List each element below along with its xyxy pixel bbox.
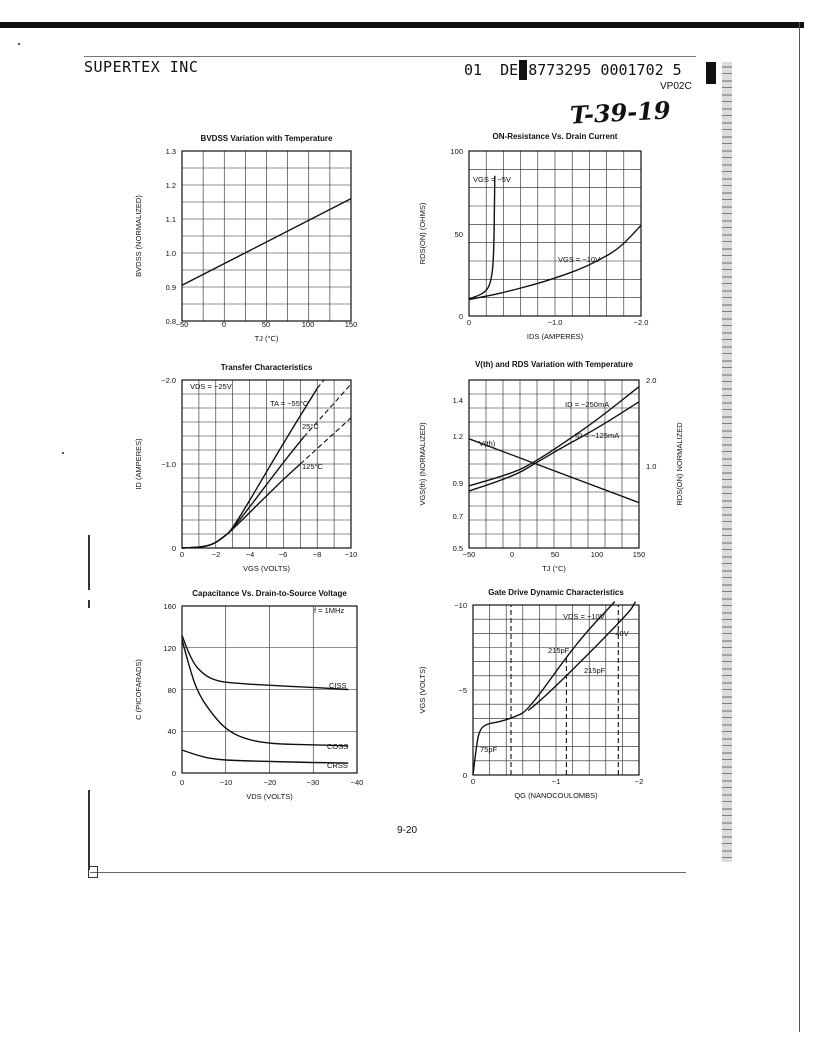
x-tick-label: −4 <box>245 550 255 559</box>
y-axis-label: BVDSS (NORMALIZED) <box>134 195 143 277</box>
chart-title: V(th) and RDS Variation with Temperature <box>474 360 634 369</box>
annotation-label: f = 1MHz <box>314 606 345 615</box>
x-axis-label: VGS (VOLTS) <box>243 564 290 573</box>
x-tick-label: −30 <box>306 778 320 787</box>
x-tick-label: 50 <box>261 320 271 329</box>
y-axis-label: VGS (VOLTS) <box>418 666 427 714</box>
x-tick-label: 0 <box>179 778 185 787</box>
x-tick-label: 150 <box>632 550 646 559</box>
y-tick-label: 120 <box>163 644 176 653</box>
x-axis-label: VDS (VOLTS) <box>246 792 293 801</box>
y-tick-label: 0 <box>458 312 463 321</box>
y-tick-label: 0 <box>171 544 176 553</box>
handwritten-note: T-39-19 <box>569 95 672 130</box>
x-tick-label: −50 <box>175 320 189 329</box>
annotation-label: 215pF <box>584 666 606 675</box>
chart-1 <box>134 134 357 343</box>
annotation-label: VDS = −25V <box>190 382 232 391</box>
x-tick-label: −2.0 <box>633 318 649 327</box>
y-tick-label: 1.2 <box>452 432 463 441</box>
annotation-label: VGS = −5V <box>473 175 511 184</box>
annotation-label: CRSS <box>327 761 348 770</box>
annotation-label: CISS <box>329 681 347 690</box>
y-tick-label: 160 <box>163 602 176 611</box>
y-tick-label: 40 <box>167 727 176 736</box>
chart-2 <box>418 132 648 341</box>
chart-title: Transfer Characteristics <box>220 363 313 372</box>
annotation-label: 125°C <box>302 462 323 471</box>
x-tick-label: −10 <box>344 550 358 559</box>
x-tick-label: −2 <box>211 550 221 559</box>
y2-tick-label: 1.0 <box>646 462 657 471</box>
series-line <box>182 635 348 689</box>
annotation-label: COSS <box>327 742 349 751</box>
series-line <box>469 176 495 299</box>
annotation-label: 215pF <box>548 646 570 655</box>
x-tick-label: 100 <box>590 550 604 559</box>
x-tick-label: 150 <box>344 320 358 329</box>
annotation-label: ID = −250mA <box>565 400 610 409</box>
x-tick-label: 0 <box>470 777 476 786</box>
x-tick-label: 100 <box>301 320 315 329</box>
annotation-label: V(th) <box>479 439 496 448</box>
x-tick-label: 0 <box>221 320 227 329</box>
y-tick-label: 50 <box>454 230 463 239</box>
series-line <box>317 380 324 388</box>
y-tick-label: 0.8 <box>165 317 176 326</box>
x-tick-label: 50 <box>550 550 560 559</box>
code-c: 8773295 0001702 5 <box>528 61 682 79</box>
x-tick-label: −40 <box>350 778 364 787</box>
y-tick-label: 0.9 <box>452 479 463 488</box>
chart-4 <box>418 360 684 573</box>
y-tick-label: −5 <box>458 686 467 695</box>
company-name: SUPERTEX INC <box>84 58 199 76</box>
annotation-label: VGS = −10V <box>558 255 601 264</box>
series-line <box>182 750 348 763</box>
y-tick-label: −10 <box>454 601 467 610</box>
annotation-label: ID = −125mA <box>575 431 620 440</box>
x-tick-label: −1.0 <box>547 318 563 327</box>
part-number: VP02C <box>660 81 692 92</box>
y-tick-label: 0.5 <box>452 544 463 553</box>
chart-5 <box>134 589 363 801</box>
y-axis-label: ID (AMPERES) <box>134 438 143 490</box>
x-tick-label: −2 <box>634 777 644 786</box>
x-axis-label: TJ (°C) <box>254 334 279 343</box>
y-tick-label: 0 <box>462 771 467 780</box>
y-axis-label: RDS(ON) (OHMS) <box>418 202 427 265</box>
y-tick-label: 0.7 <box>452 512 463 521</box>
y-tick-label: 1.3 <box>165 147 176 156</box>
annotation-label: TA = −55°C <box>270 399 309 408</box>
y-axis-label: VGS(th) (NORMALIZED) <box>418 422 427 506</box>
y-tick-label: −2.0 <box>161 376 176 385</box>
x-tick-label: 0 <box>179 550 185 559</box>
chart-title: ON-Resistance Vs. Drain Current <box>492 132 618 141</box>
y-tick-label: −1.0 <box>161 460 176 469</box>
y2-tick-label: 2.0 <box>646 376 657 385</box>
x-tick-label: −1 <box>551 777 561 786</box>
chart-title: Capacitance Vs. Drain-to-Source Voltage <box>192 589 347 598</box>
y-tick-label: 100 <box>450 147 463 156</box>
series-line <box>182 437 304 548</box>
y-tick-label: 1.2 <box>165 181 176 190</box>
annotation-label: VDS = −10V <box>563 612 605 621</box>
y-axis-label: C (PICOFARADS) <box>134 659 143 720</box>
y-tick-label: 1.0 <box>165 249 176 258</box>
x-tick-label: 0 <box>466 318 472 327</box>
y2-axis-label: RDS(ON) NORMALIZED <box>675 422 684 506</box>
y-tick-label: 80 <box>167 686 176 695</box>
chart-title: Gate Drive Dynamic Characteristics <box>488 588 624 597</box>
y-tick-label: 0 <box>171 769 176 778</box>
y-tick-label: 1.1 <box>165 215 176 224</box>
annotation-label: 75pF <box>480 745 498 754</box>
code-a: 01 <box>464 61 483 79</box>
series-line <box>182 639 348 746</box>
chart-3 <box>134 363 357 573</box>
page-number: 9-20 <box>397 825 418 836</box>
chart-title: BVDSS Variation with Temperature <box>200 134 333 143</box>
x-tick-label: −20 <box>263 778 277 787</box>
x-axis-label: QG (NANOCOULOMBS) <box>514 791 598 800</box>
x-tick-label: 0 <box>509 550 515 559</box>
x-axis-label: TJ (°C) <box>542 564 566 573</box>
x-tick-label: −6 <box>278 550 288 559</box>
x-axis-label: IDS (AMPERES) <box>526 332 584 341</box>
x-tick-label: −8 <box>312 550 322 559</box>
code-b: DE <box>500 61 519 79</box>
x-tick-label: −50 <box>462 550 476 559</box>
y-tick-label: 1.4 <box>452 396 463 405</box>
y-tick-label: 0.9 <box>165 283 176 292</box>
annotation-label: −40V <box>611 629 629 638</box>
x-tick-label: −10 <box>219 778 233 787</box>
annotation-label: 25°C <box>302 422 319 431</box>
